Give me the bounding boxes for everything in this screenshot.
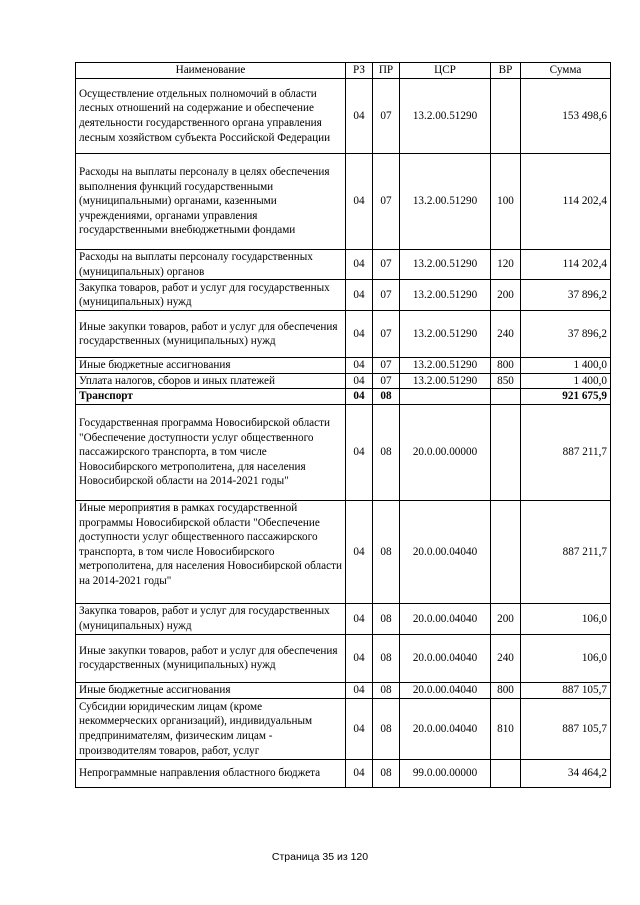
table-row <box>76 154 611 250</box>
table-header-row <box>76 63 611 79</box>
cell-vr <box>491 389 521 405</box>
cell-name: Непрограммные направления областного бюджета <box>76 759 346 787</box>
table-body <box>76 79 611 788</box>
cell-name: Осуществление отдельных полномочий в области лесных отношений на содержание и обеспечение деятельности государственного органа управления лесным хозяйством субъекта Российской Федерации <box>76 79 346 154</box>
cell-csr: 13.2.00.51290 <box>400 154 491 250</box>
table-row <box>76 280 611 311</box>
cell-name: Транспорт <box>76 389 346 405</box>
header-pr: ПР <box>373 63 400 79</box>
cell-sum: 1 400,0 <box>521 373 611 389</box>
cell-pr: 07 <box>373 311 400 358</box>
table-row <box>76 698 611 759</box>
header-name: Наименование <box>76 63 346 79</box>
table-row <box>76 759 611 787</box>
cell-pr: 08 <box>373 682 400 698</box>
cell-pr: 08 <box>373 389 400 405</box>
cell-vr: 800 <box>491 682 521 698</box>
cell-vr <box>491 500 521 603</box>
cell-sum: 153 498,6 <box>521 79 611 154</box>
cell-csr <box>400 389 491 405</box>
cell-sum: 887 105,7 <box>521 698 611 759</box>
cell-pr: 08 <box>373 500 400 603</box>
cell-csr: 20.0.00.04040 <box>400 698 491 759</box>
cell-name: Закупка товаров, работ и услуг для государственных (муниципальных) нужд <box>76 603 346 634</box>
cell-sum: 37 896,2 <box>521 280 611 311</box>
cell-pr: 08 <box>373 759 400 787</box>
cell-name: Субсидии юридическим лицам (кроме некоммерческих организаций), индивидуальным предпринимателям, физическим лицам - производителям товаров, работ, услуг <box>76 698 346 759</box>
cell-sum: 114 202,4 <box>521 154 611 250</box>
cell-sum: 114 202,4 <box>521 250 611 280</box>
cell-name: Закупка товаров, работ и услуг для государственных (муниципальных) нужд <box>76 280 346 311</box>
cell-csr: 20.0.00.04040 <box>400 634 491 682</box>
cell-csr: 13.2.00.51290 <box>400 280 491 311</box>
cell-name: Расходы на выплаты персоналу государственных (муниципальных) органов <box>76 250 346 280</box>
cell-csr: 13.2.00.51290 <box>400 358 491 374</box>
cell-csr: 13.2.00.51290 <box>400 79 491 154</box>
cell-sum: 106,0 <box>521 634 611 682</box>
cell-vr: 240 <box>491 634 521 682</box>
cell-vr: 850 <box>491 373 521 389</box>
cell-name: Расходы на выплаты персоналу в целях обеспечения выполнения функций государственными (муниципальными) органами, казенными учреждениями, органами управления государственными внебюджетными фондами <box>76 154 346 250</box>
cell-rz: 04 <box>346 373 373 389</box>
cell-rz: 04 <box>346 389 373 405</box>
cell-pr: 07 <box>373 79 400 154</box>
cell-pr: 08 <box>373 603 400 634</box>
table-row <box>76 250 611 280</box>
cell-name: Иные мероприятия в рамках государственной программы Новосибирской области "Обеспечение доступности услуг общественного пассажирского транспорта, в том числе Новосибирского метрополитена, для населения Новосибирской области на 2014-2021 годы" <box>76 500 346 603</box>
header-csr: ЦСР <box>400 63 491 79</box>
cell-csr: 20.0.00.04040 <box>400 500 491 603</box>
cell-pr: 08 <box>373 698 400 759</box>
table-row <box>76 404 611 500</box>
cell-csr: 13.2.00.51290 <box>400 311 491 358</box>
cell-csr: 13.2.00.51290 <box>400 373 491 389</box>
cell-csr: 99.0.00.00000 <box>400 759 491 787</box>
cell-name: Иные закупки товаров, работ и услуг для обеспечения государственных (муниципальных) нужд <box>76 634 346 682</box>
cell-rz: 04 <box>346 759 373 787</box>
table-row <box>76 311 611 358</box>
table-row <box>76 373 611 389</box>
budget-table <box>75 62 611 788</box>
cell-name: Государственная программа Новосибирской области "Обеспечение доступности услуг общественного пассажирского транспорта, в том числе Новосибирского метрополитена, для населения Новосибирской области на 2014-2021 годы" <box>76 404 346 500</box>
cell-pr: 07 <box>373 280 400 311</box>
cell-rz: 04 <box>346 79 373 154</box>
cell-rz: 04 <box>346 698 373 759</box>
cell-rz: 04 <box>346 603 373 634</box>
table-row <box>76 682 611 698</box>
cell-vr: 240 <box>491 311 521 358</box>
cell-rz: 04 <box>346 311 373 358</box>
header-sum: Сумма <box>521 63 611 79</box>
cell-vr <box>491 759 521 787</box>
page-footer: Страница 35 из 120 <box>271 851 369 863</box>
cell-csr: 20.0.00.00000 <box>400 404 491 500</box>
cell-sum: 921 675,9 <box>521 389 611 405</box>
table-row <box>76 358 611 374</box>
header-rz: РЗ <box>346 63 373 79</box>
cell-vr: 120 <box>491 250 521 280</box>
cell-name: Иные бюджетные ассигнования <box>76 358 346 374</box>
table-row <box>76 79 611 154</box>
cell-pr: 07 <box>373 373 400 389</box>
cell-vr: 200 <box>491 280 521 311</box>
cell-pr: 08 <box>373 634 400 682</box>
cell-name: Иные закупки товаров, работ и услуг для обеспечения государственных (муниципальных) нужд <box>76 311 346 358</box>
cell-csr: 20.0.00.04040 <box>400 603 491 634</box>
cell-sum: 1 400,0 <box>521 358 611 374</box>
cell-name: Уплата налогов, сборов и иных платежей <box>76 373 346 389</box>
cell-pr: 07 <box>373 154 400 250</box>
cell-name: Иные бюджетные ассигнования <box>76 682 346 698</box>
table-row <box>76 389 611 405</box>
cell-vr: 800 <box>491 358 521 374</box>
table-row <box>76 603 611 634</box>
table-row <box>76 500 611 603</box>
cell-pr: 08 <box>373 404 400 500</box>
cell-rz: 04 <box>346 250 373 280</box>
cell-vr: 100 <box>491 154 521 250</box>
cell-sum: 34 464,2 <box>521 759 611 787</box>
cell-pr: 07 <box>373 358 400 374</box>
cell-rz: 04 <box>346 154 373 250</box>
cell-rz: 04 <box>346 404 373 500</box>
cell-sum: 37 896,2 <box>521 311 611 358</box>
header-vr: ВР <box>491 63 521 79</box>
cell-rz: 04 <box>346 280 373 311</box>
cell-sum: 106,0 <box>521 603 611 634</box>
cell-vr <box>491 79 521 154</box>
cell-rz: 04 <box>346 500 373 603</box>
table-row <box>76 634 611 682</box>
cell-sum: 887 211,7 <box>521 500 611 603</box>
cell-vr: 810 <box>491 698 521 759</box>
cell-rz: 04 <box>346 634 373 682</box>
cell-vr <box>491 404 521 500</box>
cell-csr: 13.2.00.51290 <box>400 250 491 280</box>
cell-vr: 200 <box>491 603 521 634</box>
cell-sum: 887 105,7 <box>521 682 611 698</box>
cell-rz: 04 <box>346 682 373 698</box>
cell-pr: 07 <box>373 250 400 280</box>
cell-sum: 887 211,7 <box>521 404 611 500</box>
cell-rz: 04 <box>346 358 373 374</box>
cell-csr: 20.0.00.04040 <box>400 682 491 698</box>
